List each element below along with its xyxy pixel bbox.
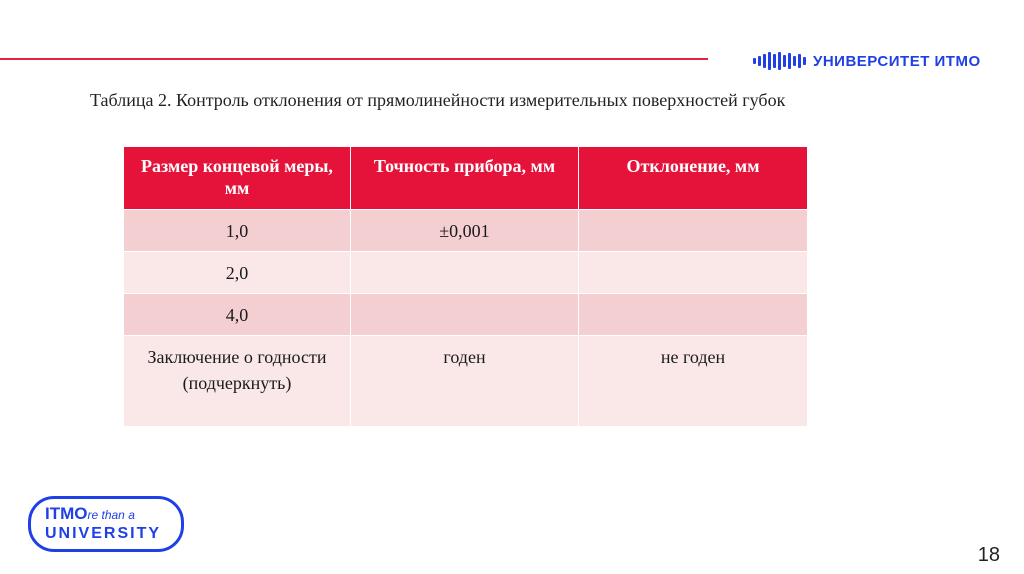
itmo-university-logo bbox=[28, 496, 184, 552]
header-cell: Размер концевой меры, мм bbox=[124, 147, 351, 210]
table-cell: не годен bbox=[579, 336, 808, 427]
table-cell bbox=[579, 210, 808, 252]
control-table bbox=[123, 146, 808, 427]
logo-line1: ITMOre than a bbox=[45, 504, 135, 523]
table-cell bbox=[579, 294, 808, 336]
itmo-header-logo bbox=[752, 42, 1002, 80]
table-cell: годен bbox=[351, 336, 579, 427]
table-cell bbox=[351, 252, 579, 294]
logo-line2: UNIVERSITY bbox=[45, 525, 162, 542]
table-row bbox=[124, 210, 808, 252]
header-cell: Отклонение, мм bbox=[579, 147, 808, 210]
header-rule bbox=[0, 58, 708, 60]
table-row bbox=[124, 252, 808, 294]
table-row bbox=[124, 294, 808, 336]
logo-text: УНИВЕРСИТЕТ ИТМО bbox=[813, 52, 981, 70]
table-cell bbox=[579, 252, 808, 294]
table-row bbox=[124, 336, 808, 427]
table-cell: 1,0 bbox=[124, 210, 351, 252]
table-cell bbox=[351, 294, 579, 336]
table-caption: Таблица 2. Контроль отклонения от прямолинейности измерительных поверхностей губок bbox=[90, 90, 786, 110]
header-cell: Точность прибора, мм bbox=[351, 147, 579, 210]
itmo-dots-icon bbox=[752, 52, 807, 70]
page-number: 18 bbox=[977, 544, 1000, 566]
table-cell: Заключение о годности (подчеркнуть) bbox=[124, 336, 351, 427]
table-header-row bbox=[124, 147, 808, 210]
table-cell: 4,0 bbox=[124, 294, 351, 336]
table-cell: ±0,001 bbox=[351, 210, 579, 252]
table-cell: 2,0 bbox=[124, 252, 351, 294]
